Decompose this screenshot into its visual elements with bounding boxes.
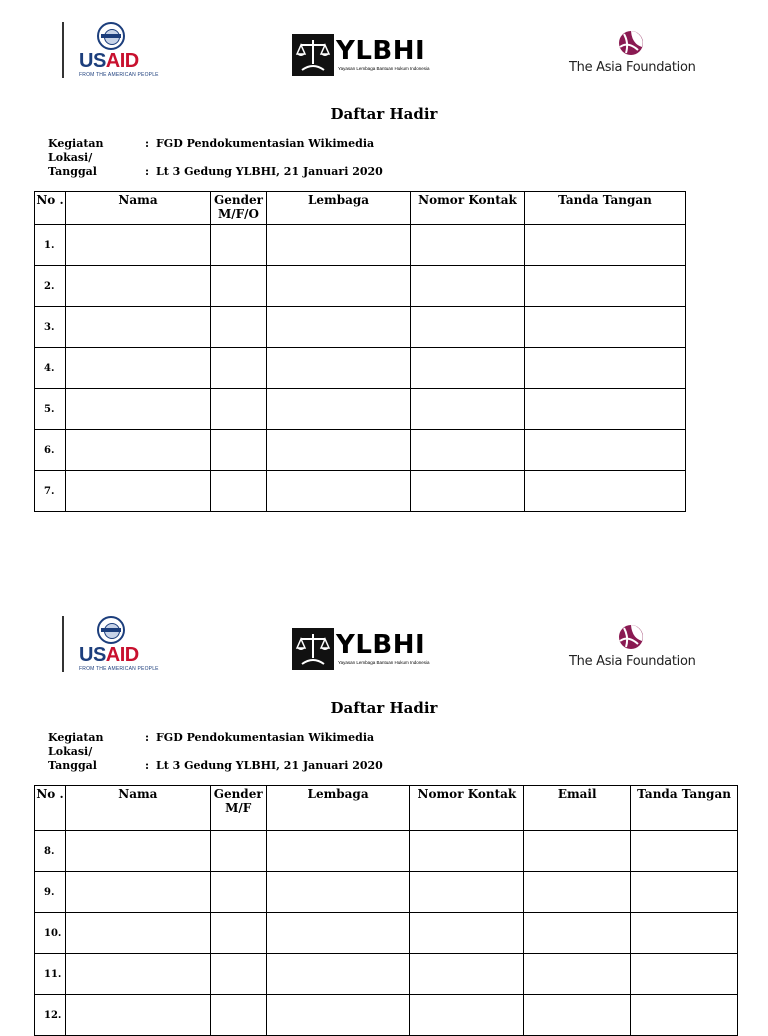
nama-cell[interactable] xyxy=(66,307,211,348)
table-row xyxy=(35,995,738,1036)
nomor-kontak-cell[interactable] xyxy=(411,389,525,430)
kegiatan-value: FGD Pendokumentasian Wikimedia xyxy=(156,731,375,744)
tanda-tangan-cell[interactable] xyxy=(525,348,686,389)
logo-divider xyxy=(62,22,64,78)
email-cell[interactable] xyxy=(524,831,631,872)
attendance-table-2 xyxy=(34,785,738,1036)
header-nomor-kontak: Nomor Kontak xyxy=(411,192,525,225)
lembaga-cell[interactable] xyxy=(266,872,410,913)
nomor-kontak-cell[interactable] xyxy=(411,307,525,348)
row-number: 1. xyxy=(35,225,66,266)
kegiatan-colon: : xyxy=(145,731,150,744)
nomor-kontak-cell[interactable] xyxy=(411,430,525,471)
row-number: 8. xyxy=(35,831,66,872)
nama-cell[interactable] xyxy=(65,995,210,1036)
tanda-tangan-cell[interactable] xyxy=(525,471,686,512)
asia-foundation-mark-icon xyxy=(618,624,644,650)
gender-cell[interactable] xyxy=(211,225,267,266)
email-cell[interactable] xyxy=(524,872,631,913)
lembaga-cell[interactable] xyxy=(266,954,410,995)
nama-cell[interactable] xyxy=(66,471,211,512)
tanda-tangan-cell[interactable] xyxy=(631,872,738,913)
tanda-tangan-cell[interactable] xyxy=(631,954,738,995)
lembaga-cell[interactable] xyxy=(267,225,411,266)
nomor-kontak-cell[interactable] xyxy=(411,266,525,307)
nomor-kontak-cell[interactable] xyxy=(410,872,524,913)
nama-cell[interactable] xyxy=(65,913,210,954)
row-number: 4. xyxy=(35,348,66,389)
header-email: Email xyxy=(524,786,631,831)
table-header-row xyxy=(35,786,738,831)
gender-cell[interactable] xyxy=(211,389,267,430)
row-number: 12. xyxy=(35,995,66,1036)
tanggal-colon: : xyxy=(145,759,150,772)
table-row xyxy=(35,471,686,512)
asia-foundation-logo xyxy=(566,30,698,80)
asia-foundation-logo xyxy=(566,624,698,674)
gender-cell[interactable] xyxy=(210,913,266,954)
lembaga-cell[interactable] xyxy=(267,348,411,389)
header-gender: Gender M/F/O xyxy=(211,192,267,225)
usaid-tagline: FROM THE AMERICAN PEOPLE xyxy=(79,72,159,78)
gender-cell[interactable] xyxy=(210,872,266,913)
email-cell[interactable] xyxy=(524,913,631,954)
header-tanda-tangan: Tanda Tangan xyxy=(631,786,738,831)
scales-of-justice-icon xyxy=(292,34,334,76)
nama-cell[interactable] xyxy=(66,348,211,389)
row-number: 3. xyxy=(35,307,66,348)
email-cell[interactable] xyxy=(524,954,631,995)
tanggal-label: Tanggal xyxy=(48,165,97,178)
ylbhi-wordmark: YLBHI xyxy=(336,36,426,66)
ylbhi-tagline: Yayasan Lembaga Bantuan Hukum Indonesia xyxy=(338,66,430,71)
nomor-kontak-cell[interactable] xyxy=(410,954,524,995)
gender-cell[interactable] xyxy=(211,471,267,512)
table-header-row xyxy=(35,192,686,225)
gender-cell[interactable] xyxy=(210,831,266,872)
nomor-kontak-cell[interactable] xyxy=(410,995,524,1036)
row-number: 11. xyxy=(35,954,66,995)
nama-cell[interactable] xyxy=(65,954,210,995)
nama-cell[interactable] xyxy=(65,872,210,913)
asia-foundation-mark-icon xyxy=(618,30,644,56)
row-number: 9. xyxy=(35,872,66,913)
usaid-seal-icon xyxy=(97,22,125,50)
lembaga-cell[interactable] xyxy=(266,995,410,1036)
ylbhi-wordmark: YLBHI xyxy=(336,630,426,660)
page-title: Daftar Hadir xyxy=(330,699,438,717)
header-lembaga: Lembaga xyxy=(267,192,411,225)
tanggal-value: Lt 3 Gedung YLBHI, 21 Januari 2020 xyxy=(156,165,383,178)
tanda-tangan-cell[interactable] xyxy=(525,266,686,307)
asia-foundation-wordmark: The Asia Foundation xyxy=(569,60,696,75)
tanda-tangan-cell[interactable] xyxy=(525,430,686,471)
nomor-kontak-cell[interactable] xyxy=(411,471,525,512)
kegiatan-colon: : xyxy=(145,137,150,150)
scales-of-justice-icon xyxy=(292,628,334,670)
page-title: Daftar Hadir xyxy=(330,105,438,123)
table-row xyxy=(35,225,686,266)
kegiatan-label: Kegiatan xyxy=(48,731,104,744)
tanda-tangan-cell[interactable] xyxy=(525,225,686,266)
tanda-tangan-cell[interactable] xyxy=(631,913,738,954)
nama-cell[interactable] xyxy=(65,831,210,872)
lokasi-label: Lokasi/ xyxy=(48,745,93,758)
header-no: No . xyxy=(35,192,66,225)
lembaga-cell[interactable] xyxy=(267,307,411,348)
kegiatan-value: FGD Pendokumentasian Wikimedia xyxy=(156,137,375,150)
table-row xyxy=(35,307,686,348)
row-number: 2. xyxy=(35,266,66,307)
attendance-table-1 xyxy=(34,191,686,512)
gender-cell[interactable] xyxy=(211,307,267,348)
header-nama: Nama xyxy=(65,786,210,831)
row-number: 7. xyxy=(35,471,66,512)
lembaga-cell[interactable] xyxy=(266,913,410,954)
lembaga-cell[interactable] xyxy=(266,831,410,872)
table-row xyxy=(35,348,686,389)
header-gender: Gender M/F xyxy=(210,786,266,831)
row-number: 5. xyxy=(35,389,66,430)
lembaga-cell[interactable] xyxy=(267,471,411,512)
table-row xyxy=(35,266,686,307)
table-row xyxy=(35,389,686,430)
nama-cell[interactable] xyxy=(66,225,211,266)
gender-cell[interactable] xyxy=(211,430,267,471)
lokasi-label: Lokasi/ xyxy=(48,151,93,164)
tanggal-label: Tanggal xyxy=(48,759,97,772)
usaid-wordmark: USAID xyxy=(79,644,139,666)
nomor-kontak-cell[interactable] xyxy=(411,225,525,266)
table-row xyxy=(35,913,738,954)
gender-cell[interactable] xyxy=(211,348,267,389)
header-tanda-tangan: Tanda Tangan xyxy=(525,192,686,225)
tanda-tangan-cell[interactable] xyxy=(525,307,686,348)
kegiatan-label: Kegiatan xyxy=(48,137,104,150)
gender-cell[interactable] xyxy=(210,954,266,995)
row-number: 10. xyxy=(35,913,66,954)
header-nomor-kontak: Nomor Kontak xyxy=(410,786,524,831)
header-no: No . xyxy=(35,786,66,831)
email-cell[interactable] xyxy=(524,995,631,1036)
tanda-tangan-cell[interactable] xyxy=(631,831,738,872)
usaid-logo xyxy=(62,22,162,82)
gender-cell[interactable] xyxy=(210,995,266,1036)
ylbhi-tagline: Yayasan Lembaga Bantuan Hukum Indonesia xyxy=(338,660,430,665)
tanda-tangan-cell[interactable] xyxy=(525,389,686,430)
tanda-tangan-cell[interactable] xyxy=(631,995,738,1036)
usaid-seal-icon xyxy=(97,616,125,644)
logo-divider xyxy=(62,616,64,672)
nama-cell[interactable] xyxy=(66,430,211,471)
nomor-kontak-cell[interactable] xyxy=(410,913,524,954)
table-row xyxy=(35,831,738,872)
tanggal-value: Lt 3 Gedung YLBHI, 21 Januari 2020 xyxy=(156,759,383,772)
table-row xyxy=(35,872,738,913)
lembaga-cell[interactable] xyxy=(267,266,411,307)
table-row xyxy=(35,954,738,995)
usaid-tagline: FROM THE AMERICAN PEOPLE xyxy=(79,666,159,672)
usaid-logo xyxy=(62,616,162,676)
usaid-wordmark: USAID xyxy=(79,50,139,72)
nomor-kontak-cell[interactable] xyxy=(410,831,524,872)
header-nama: Nama xyxy=(66,192,211,225)
nama-cell[interactable] xyxy=(66,266,211,307)
asia-foundation-wordmark: The Asia Foundation xyxy=(569,654,696,669)
nama-cell[interactable] xyxy=(66,389,211,430)
ylbhi-logo xyxy=(292,34,430,80)
tanggal-colon: : xyxy=(145,165,150,178)
ylbhi-logo xyxy=(292,628,430,674)
lembaga-cell[interactable] xyxy=(267,430,411,471)
lembaga-cell[interactable] xyxy=(267,389,411,430)
row-number: 6. xyxy=(35,430,66,471)
header-lembaga: Lembaga xyxy=(266,786,410,831)
gender-cell[interactable] xyxy=(211,266,267,307)
nomor-kontak-cell[interactable] xyxy=(411,348,525,389)
table-row xyxy=(35,430,686,471)
